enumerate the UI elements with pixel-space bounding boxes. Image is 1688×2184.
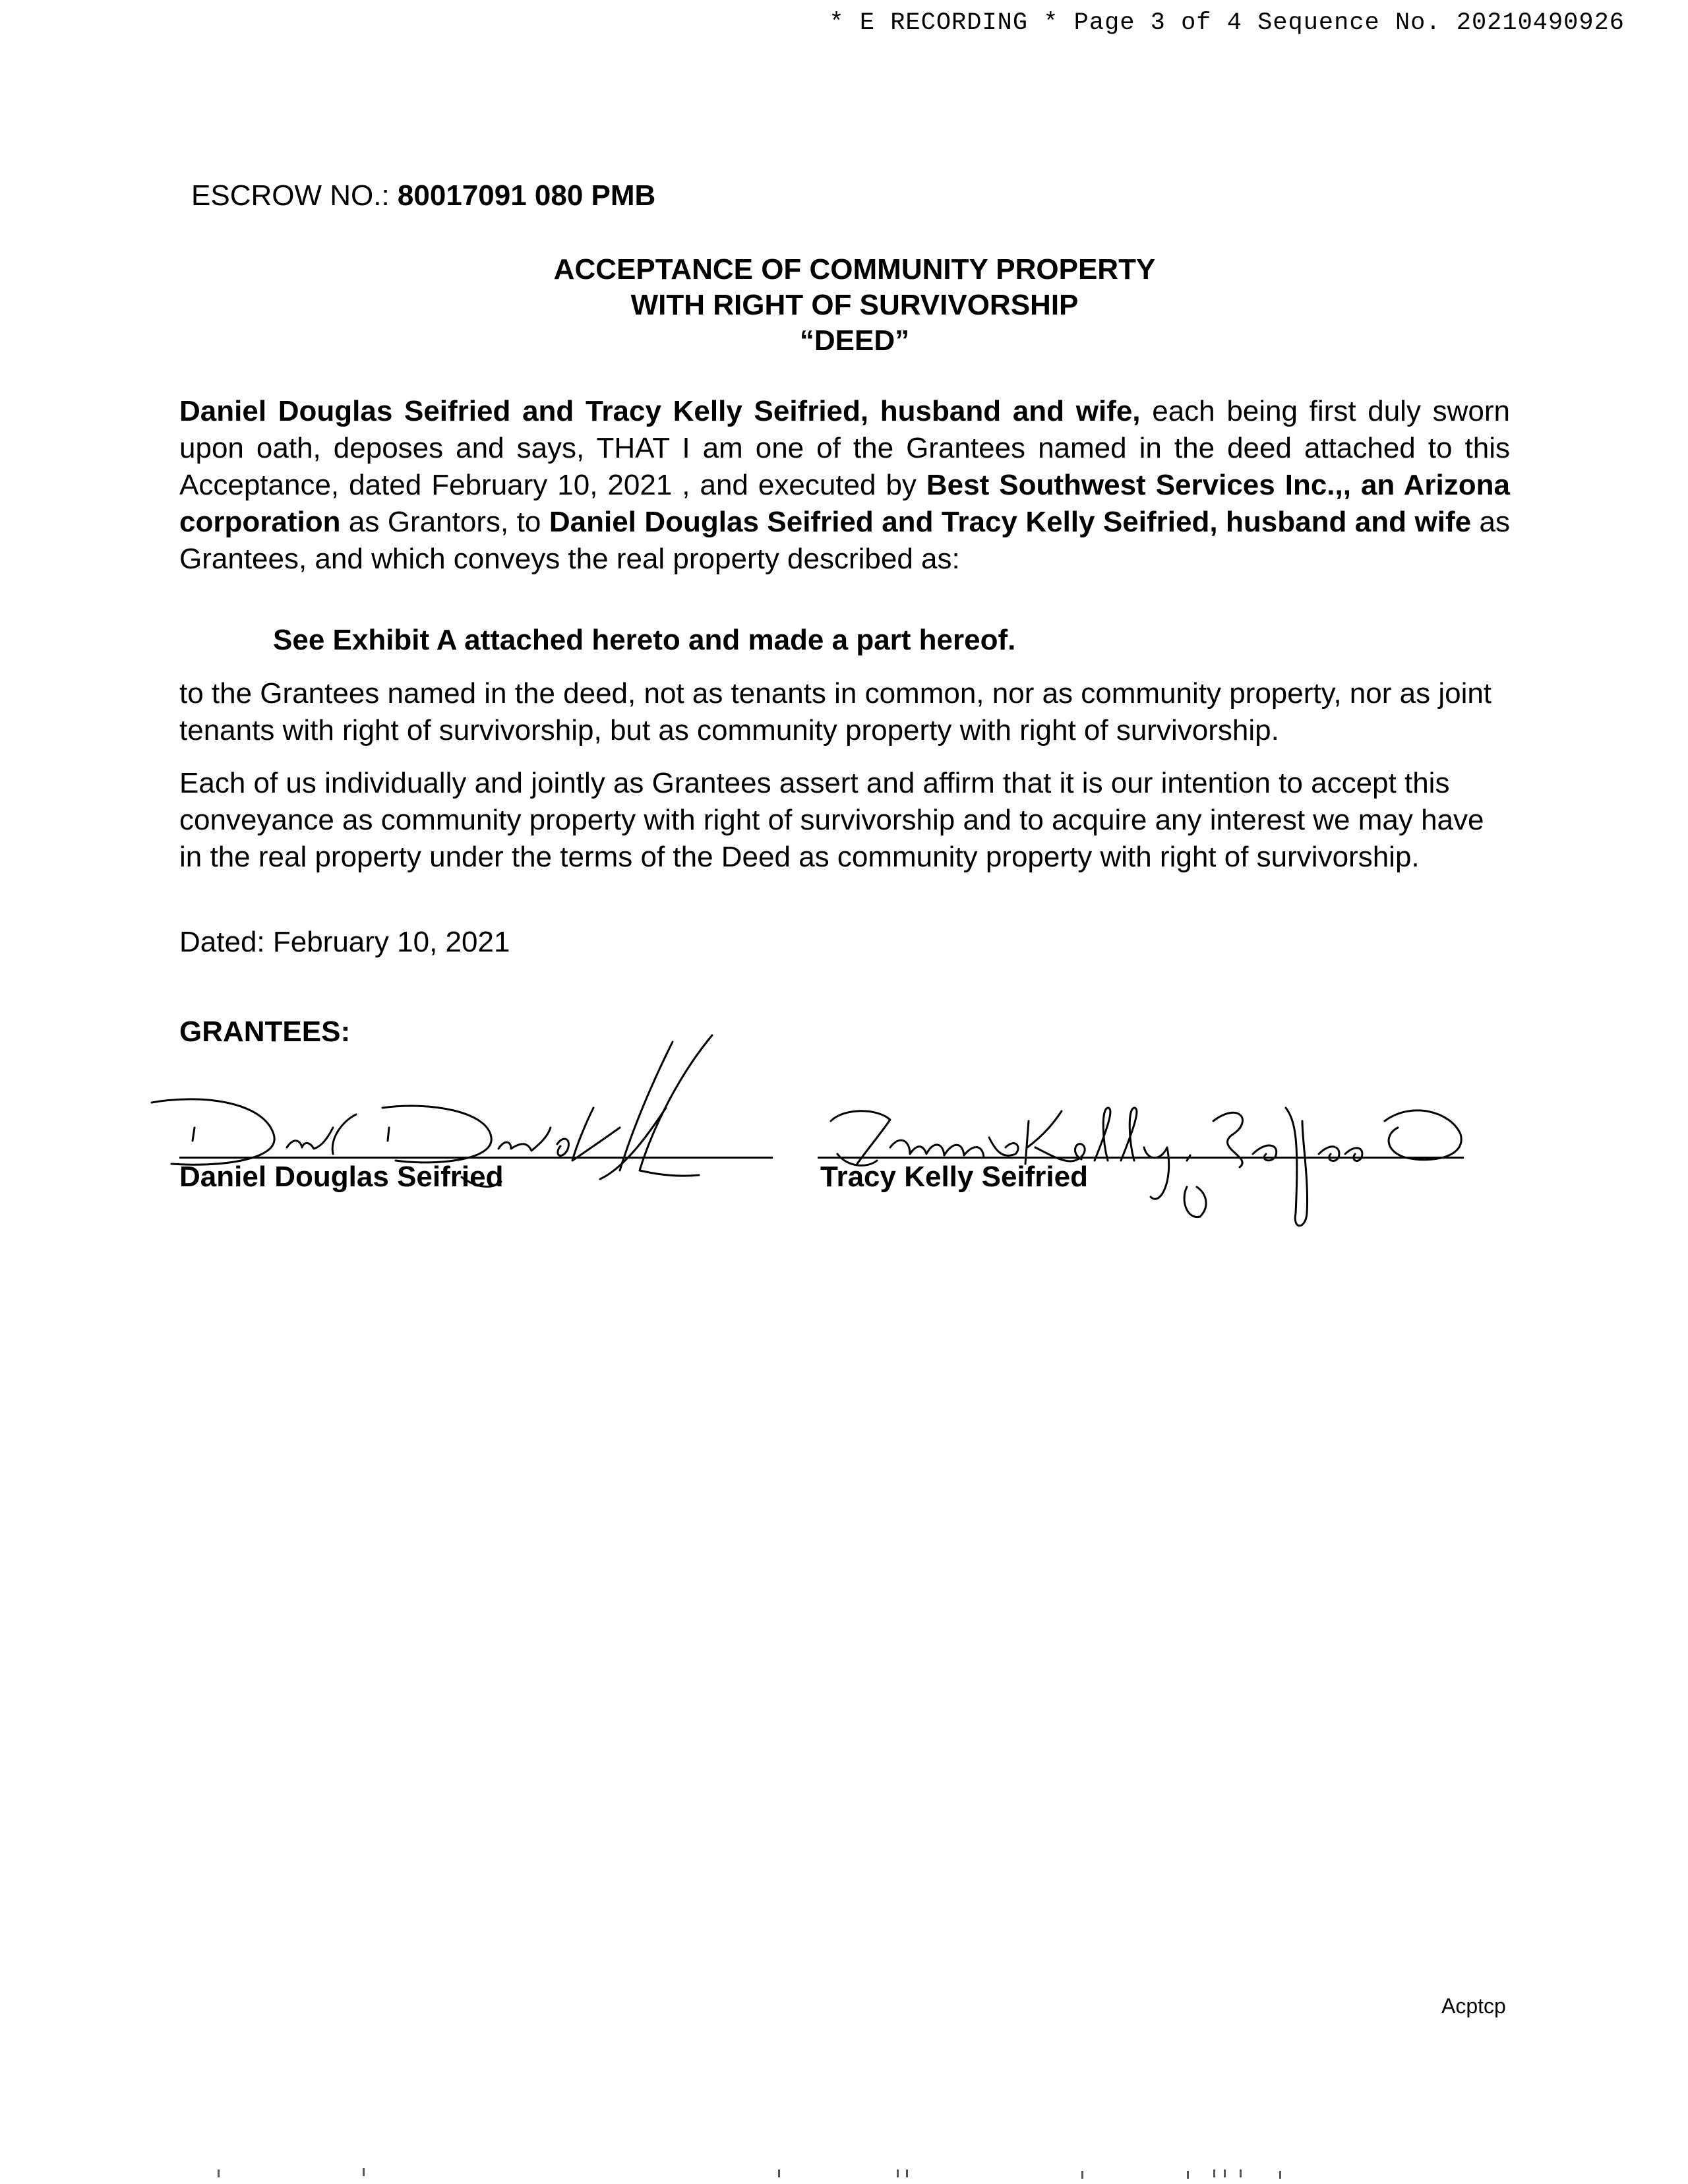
escrow-number: 80017091 080 PMB — [397, 179, 656, 212]
signer-name-daniel: Daniel Douglas Seifried — [179, 1161, 504, 1193]
paragraph-intention: Each of us individually and jointly as Grantees assert and affirm that it is our intention to accept this conveyance as community property with right of survivorship and to acquire any interest we may have in the real property under the terms of the Deed as community property with right of survivorship. — [179, 767, 1484, 873]
exhibit-reference: See Exhibit A attached hereto and made a part hereof. — [273, 624, 1016, 656]
signer-name-tracy: Tracy Kelly Seifried — [820, 1161, 1088, 1193]
grantees-names-bold-2: Daniel Douglas Seifried and Tracy Kelly Seifried, husband and wife — [549, 506, 1472, 538]
escrow-number-line — [191, 179, 655, 212]
scan-speck — [897, 2169, 899, 2177]
scan-speck — [1279, 2171, 1281, 2179]
dated-line: Dated: February 10, 2021 — [179, 926, 510, 958]
scan-speck — [1081, 2171, 1083, 2179]
scan-speck — [1240, 2169, 1242, 2177]
recording-stamp: * E RECORDING * Page 3 of 4 Sequence No. 20210490926 — [829, 9, 1625, 37]
scan-speck — [363, 2168, 365, 2176]
paragraph-tenancy: to the Grantees named in the deed, not as tenants in common, nor as community property, nor as joint tenants with right of survivorship, but as community property with right of survivorship. — [179, 677, 1492, 746]
title-line-3: “DEED” — [799, 324, 910, 357]
form-code: Acptcp — [1441, 1994, 1506, 2018]
scan-speck — [906, 2169, 908, 2177]
scan-speck — [1224, 2169, 1226, 2177]
signature-line-daniel — [179, 1157, 773, 1159]
signature-line-tracy — [818, 1157, 1464, 1159]
escrow-label: ESCROW NO.: — [191, 179, 390, 212]
scan-speck — [1187, 2171, 1189, 2179]
grantees-names-bold: Daniel Douglas Seifried and Tracy Kelly Seifried, husband and wife, — [179, 395, 1141, 427]
paragraph-text-b: as Grantors, to — [340, 506, 549, 538]
paragraph-text-c: as Grantees, and which conveys the real property described as: — [179, 506, 1511, 575]
scan-speck — [218, 2169, 220, 2177]
grantees-heading: GRANTEES: — [179, 1016, 351, 1048]
grantor-name-bold: Best Southwest Services Inc.,, an Arizona corporation — [179, 469, 1510, 538]
title-line-2: WITH RIGHT OF SURVIVORSHIP — [630, 289, 1079, 321]
paragraph-affidavit — [179, 393, 1510, 578]
scan-speck — [778, 2169, 780, 2177]
title-line-1: ACCEPTANCE OF COMMUNITY PROPERTY — [553, 253, 1156, 286]
paragraph-text-a: each being first duly sworn upon oath, deposes and says, THAT I am one of the Grantees named in the deed attached to this Acceptance, dated February 10, 2021 , and executed by — [179, 395, 1510, 501]
scan-speck — [1213, 2169, 1215, 2177]
document-title — [0, 252, 1688, 359]
